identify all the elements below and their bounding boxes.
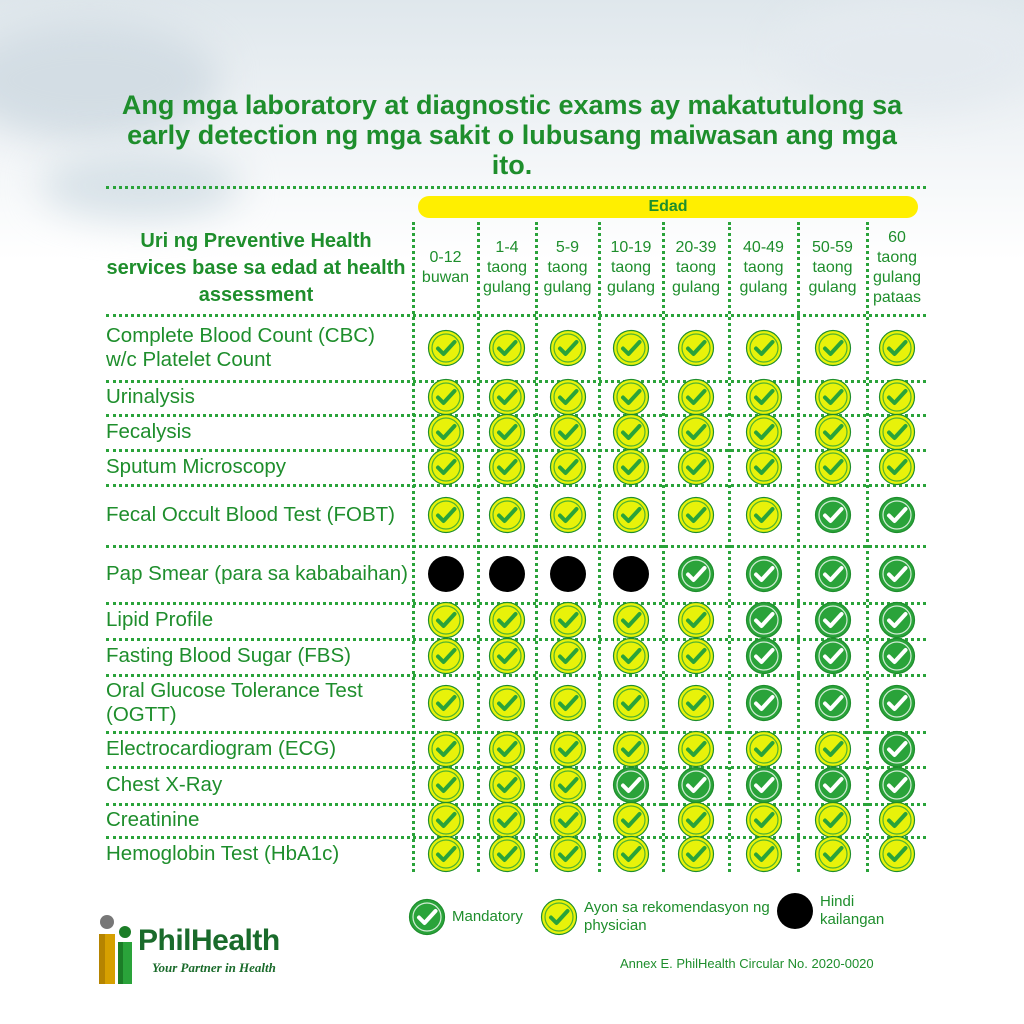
mandatory-check-icon (745, 637, 783, 675)
column-header-label: 20-39 taong gulang (671, 239, 721, 296)
recommended-check-icon (488, 448, 526, 486)
recommended-check-icon (814, 730, 852, 768)
mandatory-check-icon (878, 684, 916, 722)
column-header-label: 50-59 taong gulang (808, 239, 857, 296)
recommended-check-icon (549, 684, 587, 722)
mandatory-check-icon (814, 601, 852, 639)
recommended-check-icon (814, 413, 852, 451)
recommended-check-icon (612, 835, 650, 873)
recommended-check-icon (488, 637, 526, 675)
recommended-check-icon (745, 835, 783, 873)
recommended-check-icon (488, 378, 526, 416)
recommended-check-icon (612, 448, 650, 486)
recommended-check-icon (677, 835, 715, 873)
column-header-label: 0-12 buwan (421, 249, 470, 286)
not-needed-dot-icon (549, 555, 587, 593)
mandatory-check-icon (814, 555, 852, 593)
mandatory-check-icon (814, 684, 852, 722)
mandatory-check-icon (878, 555, 916, 593)
recommended-check-icon (878, 448, 916, 486)
column-header-label: 60 taong gulang pataas (872, 229, 922, 306)
row-label-text: Creatinine (106, 807, 200, 831)
mandatory-check-icon (677, 555, 715, 593)
recommended-check-icon (540, 898, 578, 936)
row-label-text: Oral Glucose Tolerance Test (OGTT) (106, 678, 363, 726)
recommended-check-icon (878, 835, 916, 873)
recommended-check-icon (677, 378, 715, 416)
legend-mandatory-label: Mandatory (452, 908, 523, 925)
row-label-text: Chest X-Ray (106, 772, 223, 796)
edad-header-bar: Edad (418, 196, 918, 218)
not-needed-dot-icon (776, 892, 814, 930)
row-header-title: Uri ng Preventive Health services base sa edad at health assessment (106, 230, 406, 306)
row-label-text: Urinalysis (106, 385, 195, 408)
row-label (106, 316, 411, 380)
legend-recommended-label: Ayon sa rekomendasyon ng physician (584, 899, 770, 934)
recommended-check-icon (814, 329, 852, 367)
row-label (106, 449, 411, 484)
recommended-check-icon (878, 801, 916, 839)
row-label-text: Fasting Blood Sugar (FBS) (106, 644, 351, 667)
recommended-check-icon (677, 496, 715, 534)
recommended-check-icon (488, 601, 526, 639)
recommended-check-icon (814, 448, 852, 486)
recommended-check-icon (549, 413, 587, 451)
row-label (106, 545, 411, 602)
logo-tagline: Your Partner in Health (152, 960, 276, 975)
recommended-check-icon (549, 801, 587, 839)
recommended-check-icon (677, 601, 715, 639)
row-label-text: Lipid Profile (106, 608, 214, 631)
recommended-check-icon (488, 329, 526, 367)
column-header-6 (798, 222, 867, 314)
column-divider (412, 222, 415, 872)
mandatory-check-icon (878, 766, 916, 804)
column-header-1 (478, 222, 536, 314)
row-label-text: Hemoglobin Test (HbA1c) (106, 842, 340, 865)
mandatory-check-icon (814, 766, 852, 804)
column-header-3 (599, 222, 663, 314)
recommended-check-icon (488, 730, 526, 768)
recommended-check-icon (488, 801, 526, 839)
row-label-text: Electrocardiogram (ECG) (106, 736, 337, 760)
mandatory-check-icon (878, 496, 916, 534)
row-label (106, 803, 411, 836)
mandatory-check-icon (612, 766, 650, 804)
philhealth-mark-icon (96, 912, 140, 992)
recommended-check-icon (814, 801, 852, 839)
column-header-4 (663, 222, 729, 314)
mandatory-check-icon (814, 496, 852, 534)
mandatory-check-icon (814, 637, 852, 675)
column-divider (535, 222, 538, 872)
recommended-check-icon (488, 835, 526, 873)
recommended-check-icon (427, 496, 465, 534)
logo-wordmark: PhilHealth (138, 924, 280, 957)
philhealth-logo (96, 912, 306, 992)
row-label (106, 602, 411, 638)
footnote: Annex E. PhilHealth Circular No. 2020-0020 (620, 956, 874, 971)
row-label-text: Sputum Microscopy (106, 454, 287, 478)
recommended-check-icon (427, 601, 465, 639)
recommended-check-icon (549, 637, 587, 675)
not-needed-dot-icon (612, 555, 650, 593)
column-header-label: 5-9 taong gulang (543, 239, 592, 296)
mandatory-check-icon (677, 766, 715, 804)
recommended-check-icon (488, 684, 526, 722)
column-header-5 (729, 222, 798, 314)
legend-not-needed-label: Hindi kailangan (820, 893, 885, 928)
recommended-check-icon (549, 378, 587, 416)
recommended-check-icon (427, 378, 465, 416)
recommended-check-icon (677, 448, 715, 486)
recommended-check-icon (745, 448, 783, 486)
row-label (106, 414, 411, 449)
legend-recommended (540, 898, 784, 936)
mandatory-check-icon (878, 601, 916, 639)
recommended-check-icon (549, 496, 587, 534)
recommended-check-icon (427, 730, 465, 768)
recommended-check-icon (427, 448, 465, 486)
recommended-check-icon (612, 637, 650, 675)
recommended-check-icon (612, 801, 650, 839)
column-header-0 (413, 222, 478, 314)
recommended-check-icon (549, 766, 587, 804)
mandatory-check-icon (878, 637, 916, 675)
column-divider (477, 222, 480, 872)
mandatory-check-icon (745, 555, 783, 593)
mandatory-check-icon (878, 730, 916, 768)
row-label-text: Fecalysis (106, 419, 192, 443)
row-label (106, 484, 411, 545)
recommended-check-icon (878, 378, 916, 416)
recommended-check-icon (878, 413, 916, 451)
column-divider (662, 222, 665, 872)
recommended-check-icon (677, 801, 715, 839)
column-divider (598, 222, 601, 872)
recommended-check-icon (427, 801, 465, 839)
top-divider (106, 186, 926, 189)
recommended-check-icon (745, 730, 783, 768)
recommended-check-icon (549, 730, 587, 768)
recommended-check-icon (612, 684, 650, 722)
recommended-check-icon (488, 413, 526, 451)
recommended-check-icon (612, 496, 650, 534)
row-label (106, 638, 411, 674)
mandatory-check-icon (745, 601, 783, 639)
recommended-check-icon (549, 601, 587, 639)
not-needed-dot-icon (488, 555, 526, 593)
recommended-check-icon (677, 413, 715, 451)
recommended-check-icon (427, 413, 465, 451)
column-divider (797, 222, 800, 872)
mandatory-check-icon (745, 684, 783, 722)
recommended-check-icon (612, 329, 650, 367)
legend-not-needed (776, 892, 900, 930)
not-needed-dot-icon (427, 555, 465, 593)
recommended-check-icon (427, 329, 465, 367)
recommended-check-icon (745, 801, 783, 839)
column-header-7 (867, 222, 927, 314)
recommended-check-icon (488, 496, 526, 534)
recommended-check-icon (677, 637, 715, 675)
row-label (106, 836, 411, 872)
recommended-check-icon (488, 766, 526, 804)
mandatory-check-icon (745, 766, 783, 804)
row-label-text: Pap Smear (para sa kababaihan) (106, 561, 408, 585)
recommended-check-icon (677, 684, 715, 722)
recommended-check-icon (745, 378, 783, 416)
recommended-check-icon (612, 378, 650, 416)
row-label-text: Fecal Occult Blood Test (FOBT) (106, 502, 395, 526)
recommended-check-icon (612, 413, 650, 451)
row-label (106, 766, 411, 803)
recommended-check-icon (427, 637, 465, 675)
column-header-label: 40-49 taong gulang (739, 239, 788, 296)
column-divider (866, 222, 869, 872)
recommended-check-icon (549, 329, 587, 367)
recommended-check-icon (745, 413, 783, 451)
recommended-check-icon (745, 329, 783, 367)
recommended-check-icon (612, 730, 650, 768)
recommended-check-icon (427, 766, 465, 804)
row-label (106, 674, 411, 731)
recommended-check-icon (549, 835, 587, 873)
recommended-check-icon (612, 601, 650, 639)
recommended-check-icon (878, 329, 916, 367)
recommended-check-icon (427, 835, 465, 873)
legend-mandatory (408, 898, 523, 936)
recommended-check-icon (745, 496, 783, 534)
recommended-check-icon (427, 684, 465, 722)
recommended-check-icon (677, 329, 715, 367)
column-header-label: 1-4 taong gulang (482, 239, 532, 296)
recommended-check-icon (814, 378, 852, 416)
recommended-check-icon (549, 448, 587, 486)
row-label (106, 731, 411, 766)
headline: Ang mga laboratory at diagnostic exams ay makatutulong sa early detection ng mga sakit o lubusang maiwasan ang mga ito. (121, 90, 903, 180)
column-header-label: 10-19 taong gulang (606, 239, 656, 296)
row-label (106, 380, 411, 414)
recommended-check-icon (677, 730, 715, 768)
recommended-check-icon (814, 835, 852, 873)
row-label-text: Complete Blood Count (CBC) w/c Platelet Count (106, 324, 375, 371)
mandatory-check-icon (408, 898, 446, 936)
column-divider (728, 222, 731, 872)
column-header-2 (536, 222, 599, 314)
